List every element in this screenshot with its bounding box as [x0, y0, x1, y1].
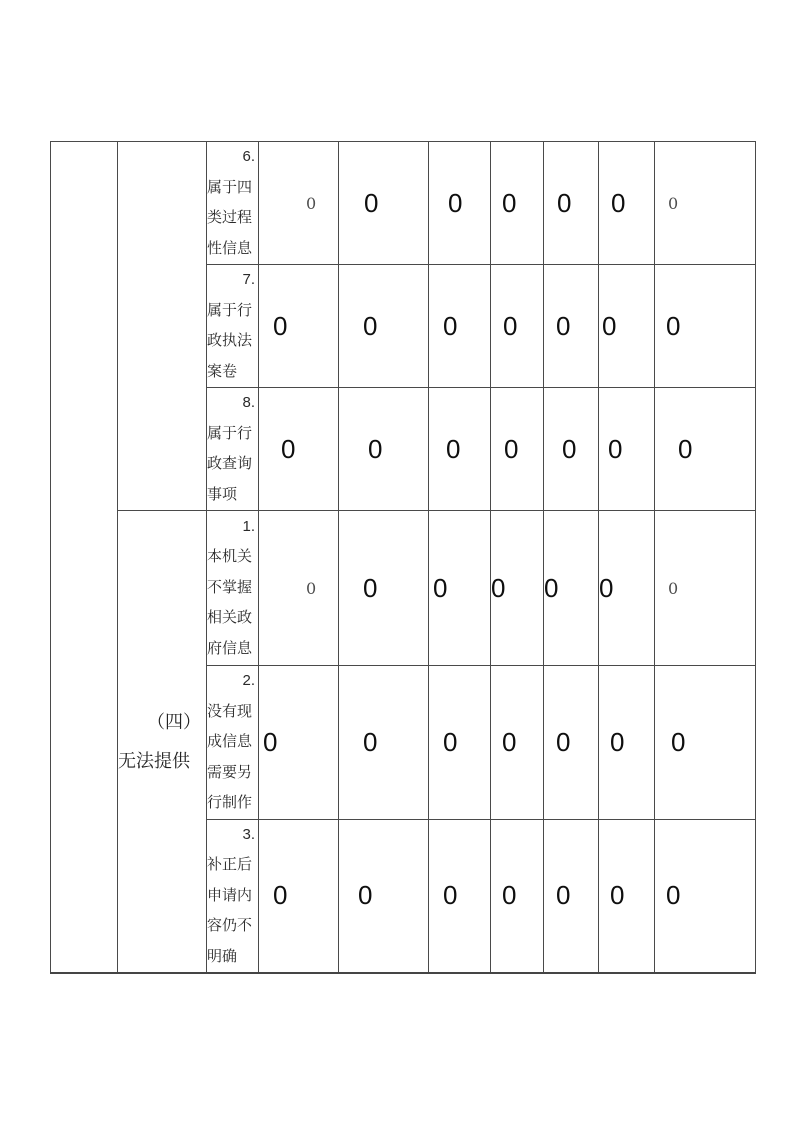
value-cell — [544, 142, 599, 265]
value: 0 — [502, 187, 517, 218]
value-cell — [599, 265, 655, 388]
value: 0 — [368, 433, 383, 464]
value-cell — [544, 265, 599, 388]
item-number: 8. — [242, 394, 255, 411]
item-label: 补正后申请内容仍不明确 — [207, 856, 253, 965]
value-cell — [599, 666, 655, 820]
value-cell — [491, 666, 544, 820]
value-cell — [491, 511, 544, 666]
value: 0 — [358, 880, 373, 911]
value: 0 — [363, 572, 378, 603]
value-cell — [491, 265, 544, 388]
value-cell — [655, 666, 756, 820]
value: 0 — [363, 310, 378, 341]
value-cell — [339, 388, 429, 511]
value: 0 — [556, 310, 571, 341]
value-cell — [544, 511, 599, 666]
value: 0 — [666, 310, 681, 341]
value: 0 — [668, 578, 679, 598]
value-cell — [655, 819, 756, 973]
value-cell — [429, 142, 491, 265]
value-cell — [655, 142, 756, 265]
value: 0 — [502, 726, 517, 757]
merged-empty-group-cell — [118, 142, 207, 511]
value-cell — [655, 265, 756, 388]
value-cell — [339, 511, 429, 666]
item-label: 属于行政执法案卷 — [207, 301, 253, 380]
value-cell — [655, 388, 756, 511]
value-cell — [599, 142, 655, 265]
value-cell — [429, 388, 491, 511]
value: 0 — [446, 433, 461, 464]
value: 0 — [544, 572, 559, 603]
value-cell — [491, 142, 544, 265]
value: 0 — [281, 433, 296, 464]
value: 0 — [363, 726, 378, 757]
value: 0 — [602, 310, 617, 341]
value-cell — [259, 666, 339, 820]
value: 0 — [608, 433, 623, 464]
item-label-cell — [207, 819, 259, 973]
value-cell — [599, 819, 655, 973]
value: 0 — [610, 880, 625, 911]
value-cell — [339, 142, 429, 265]
value: 0 — [443, 726, 458, 757]
value: 0 — [503, 310, 518, 341]
value-cell — [655, 511, 756, 666]
group-number: （四） — [147, 711, 201, 732]
value-cell — [544, 666, 599, 820]
value: 0 — [562, 433, 577, 464]
value: 0 — [306, 193, 317, 213]
value: 0 — [556, 726, 571, 757]
value: 0 — [364, 187, 379, 218]
value: 0 — [666, 880, 681, 911]
value: 0 — [557, 187, 572, 218]
value: 0 — [491, 572, 506, 603]
value-cell — [491, 819, 544, 973]
group-label: 无法提供 — [118, 750, 190, 771]
item-label-cell — [207, 142, 259, 265]
item-label-cell — [207, 388, 259, 511]
value: 0 — [504, 433, 519, 464]
value: 0 — [610, 726, 625, 757]
value-cell — [339, 819, 429, 973]
value: 0 — [556, 880, 571, 911]
value: 0 — [273, 880, 288, 911]
value-cell — [429, 511, 491, 666]
value-cell — [259, 819, 339, 973]
value-cell — [599, 388, 655, 511]
value-cell — [429, 819, 491, 973]
value-cell — [259, 511, 339, 666]
value: 0 — [668, 193, 679, 213]
item-number: 3. — [242, 825, 255, 843]
item-label-cell — [207, 666, 259, 820]
value-cell — [259, 265, 339, 388]
item-label: 属于行政查询事项 — [207, 424, 253, 503]
value: 0 — [433, 572, 448, 603]
value: 0 — [273, 310, 288, 341]
value-cell — [544, 388, 599, 511]
item-number: 7. — [242, 271, 255, 288]
value-cell — [259, 388, 339, 511]
item-label-cell — [207, 265, 259, 388]
value: 0 — [263, 726, 278, 757]
value: 0 — [599, 572, 614, 603]
item-label-cell — [207, 511, 259, 666]
table-row — [51, 142, 756, 265]
report-table — [50, 141, 756, 974]
item-label: 属于四类过程性信息 — [207, 178, 253, 257]
value: 0 — [611, 187, 626, 218]
item-number: 6. — [242, 148, 255, 165]
value-cell — [259, 142, 339, 265]
value: 0 — [443, 880, 458, 911]
table-row — [51, 511, 756, 666]
value-cell — [429, 265, 491, 388]
item-number: 2. — [242, 672, 255, 689]
value: 0 — [678, 433, 693, 464]
value-cell — [339, 666, 429, 820]
item-label: 没有现成信息需要另行制作 — [207, 702, 253, 811]
item-number: 1. — [242, 517, 255, 535]
value: 0 — [448, 187, 463, 218]
value-cell — [339, 265, 429, 388]
value: 0 — [502, 880, 517, 911]
value-cell — [491, 388, 544, 511]
value-cell — [429, 666, 491, 820]
value: 0 — [443, 310, 458, 341]
merged-empty-outer-cell — [51, 142, 118, 974]
item-label: 本机关不掌握相关政府信息 — [207, 548, 253, 657]
value-cell — [544, 819, 599, 973]
group-label-cell — [118, 511, 207, 974]
value: 0 — [671, 726, 686, 757]
value-cell — [599, 511, 655, 666]
value: 0 — [306, 578, 317, 598]
